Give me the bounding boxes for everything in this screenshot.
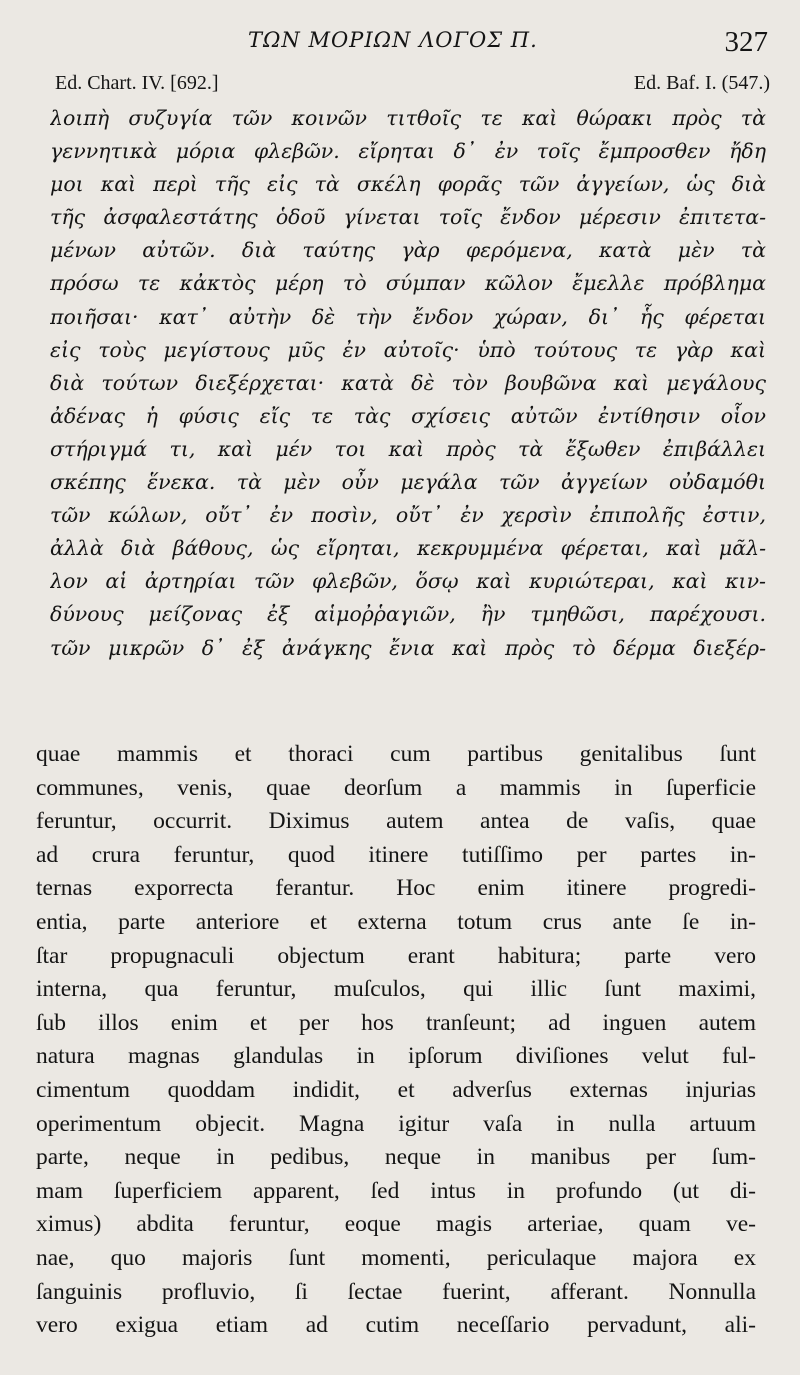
latin-line: vero exigua etiam ad cutim neceſſario pervadunt, ali-: [36, 1312, 756, 1339]
greek-line: σκέπης ἕνεκα. τὰ μὲν οὖν μεγάλα τῶν ἀγγείων οὐδαμόθι: [50, 470, 766, 495]
greek-line: πρόσω τε κἀκτὸς μέρη τὸ σύμπαν κῶλον ἔμελλε πρόβλημα: [50, 271, 766, 296]
greek-text-block: [50, 102, 766, 665]
edition-chartier-ref: Ed. Chart. IV. [692.]: [55, 72, 219, 94]
latin-line: communes, venis, quae deorſum a mammis in ſuperficie: [36, 774, 756, 801]
latin-line: ſtar propugnaculi objectum erant habitura; parte vero: [36, 942, 756, 969]
latin-line: feruntur, occurrit. Diximus autem antea de vaſis, quae: [36, 808, 756, 835]
greek-line: μένων αὐτῶν. διὰ ταύτης γὰρ φερόμενα, κατὰ μὲν τὰ: [50, 238, 766, 263]
greek-line: γεννητικὰ μόρια φλεβῶν. εἴρηται δ᾽ ἐν τοῖς ἔμπροσθεν ἤδη: [50, 139, 766, 164]
greek-line: τῶν μικρῶν δ᾽ ἐξ ἀνάγκης ἔνια καὶ πρὸς τὸ δέρμα διεξέρ-: [50, 635, 766, 660]
latin-line: ſanguinis profluvio, ſi ſectae fuerint, afferant. Nonnulla: [36, 1278, 756, 1305]
latin-line: quae mammis et thoraci cum partibus genitalibus ſunt: [36, 741, 756, 767]
latin-line: ximus) abdita feruntur, eoque magis arteriae, quam ve-: [36, 1211, 756, 1238]
latin-line: cimentum quoddam indidit, et adverſus externas injurias: [36, 1076, 756, 1103]
greek-line: ἀλλὰ διὰ βάθους, ὡς εἴρηται, κεκρυμμένα φέρεται, καὶ μᾶλ-: [50, 536, 766, 561]
latin-line: mam ſuperficiem apparent, ſed intus in profundo (ut di-: [36, 1177, 756, 1204]
latin-line: ſub illos enim et per hos tranſeunt; ad inguen autem: [36, 1009, 756, 1036]
running-title: ΤΩΝ ΜΟΡΙΩΝ ΛΟΓΟΣ Π.: [248, 28, 538, 52]
latin-line: interna, qua feruntur, muſculos, qui illic ſunt maximi,: [36, 976, 756, 1003]
greek-line: διὰ τούτων διεξέρχεται· κατὰ δὲ τὸν βουβῶνα καὶ μεγάλους: [50, 370, 766, 395]
greek-line: δύνους μείζονας ἐξ αἱμοῤῥαγιῶν, ἢν τμηθῶσι, παρέχουσι.: [50, 602, 766, 627]
greek-line: λοιπὴ συζυγία τῶν κοινῶν τιτθοῖς τε καὶ θώρακι πρὸς τὰ: [50, 106, 766, 130]
running-head: [0, 26, 800, 60]
latin-line: ternas exporrecta ferantur. Hoc enim itinere progredi-: [36, 875, 756, 902]
greek-line: λον αἱ ἀρτηρίαι τῶν φλεβῶν, ὅσῳ καὶ κυριώτεραι, καὶ κιν-: [50, 569, 766, 594]
greek-line: εἰς τοὺς μεγίστους μῦς ἐν αὐτοῖς· ὑπὸ τούτους τε γὰρ καὶ: [50, 337, 766, 362]
latin-text-block: [36, 738, 756, 1343]
greek-line: τῶν κώλων, οὔτ᾽ ἐν ποσὶν, οὔτ᾽ ἐν χερσὶν ἐπιπολῆς ἐστιν,: [50, 503, 766, 528]
latin-line: natura magnas glandulas in ipſorum diviſiones velut ful-: [36, 1043, 756, 1070]
edition-reference-line: [55, 72, 770, 98]
latin-line: parte, neque in pedibus, neque in manibus per ſum-: [36, 1144, 756, 1171]
greek-line: στήριγμά τι, καὶ μέν τοι καὶ πρὸς τὰ ἔξωθεν ἐπιβάλλει: [50, 436, 766, 461]
greek-line: μοι καὶ περὶ τῆς εἰς τὰ σκέλη φορᾶς τῶν ἀγγείων, ὡς διὰ: [50, 172, 766, 197]
greek-line: ἀδένας ἡ φύσις εἴς τε τὰς σχίσεις αὐτῶν ἐντίθησιν οἷον: [50, 403, 766, 428]
latin-line: entia, parte anteriore et externa totum crus ante ſe in-: [36, 908, 756, 935]
edition-basel-ref: Ed. Baf. I. (547.): [633, 72, 770, 94]
latin-line: ad crura feruntur, quod itinere tutiſſimo per partes in-: [36, 841, 756, 868]
greek-line: τῆς ἀσφαλεστάτης ὁδοῦ γίνεται τοῖς ἔνδον μέρεσιν ἐπιτετα-: [50, 205, 766, 230]
latin-line: operimentum objecit. Magna igitur vaſa in nulla artuum: [36, 1110, 756, 1137]
latin-line: nae, quo majoris ſunt momenti, periculaque majora ex: [36, 1244, 756, 1271]
page-number: 327: [724, 26, 768, 58]
greek-line: ποιῆσαι· κατ᾽ αὐτὴν δὲ τὴν ἔνδον χώραν, δι᾽ ἧς φέρεται: [50, 304, 766, 329]
